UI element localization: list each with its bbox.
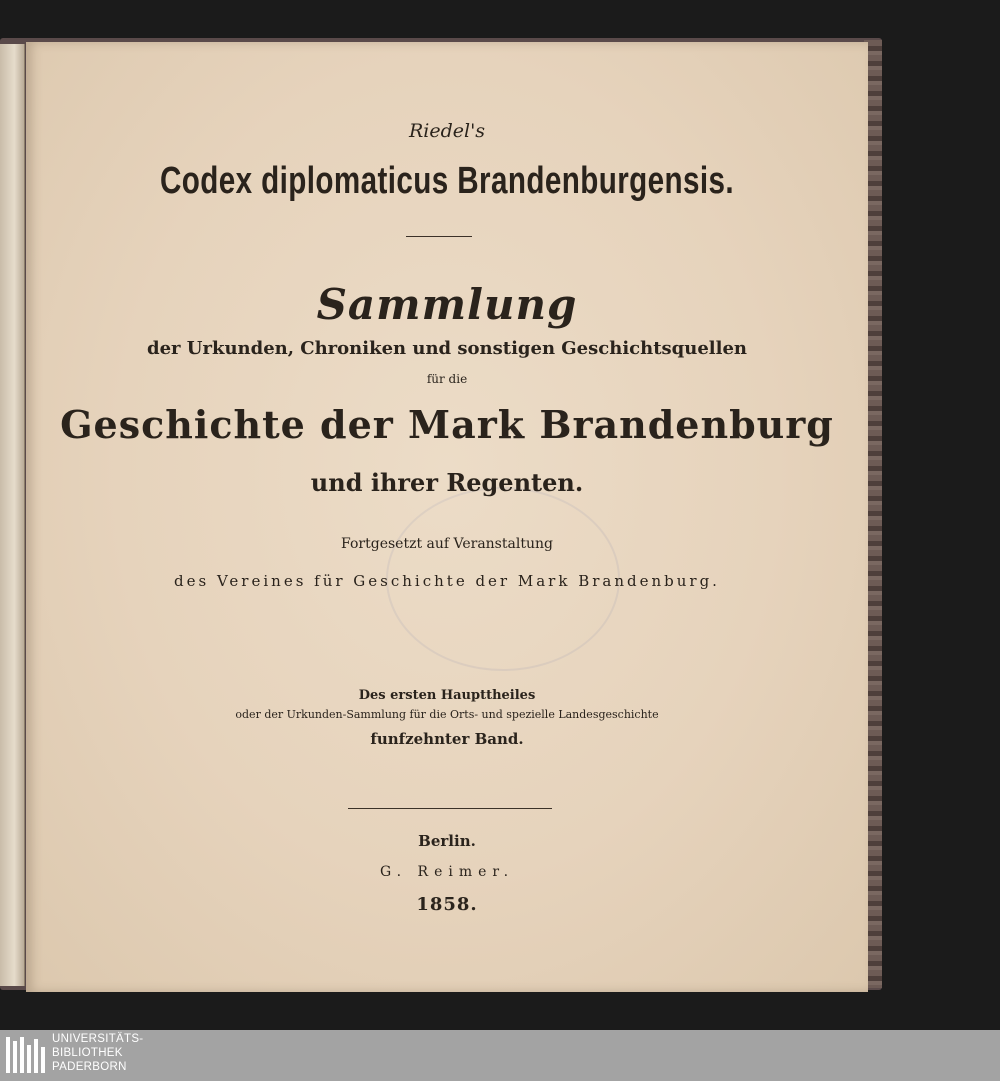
sammlung-heading: Sammlung (316, 280, 578, 329)
library-name-line1: UNIVERSITÄTS- (52, 1033, 144, 1045)
library-name-line2: BIBLIOTHEK (52, 1047, 123, 1059)
codex-title: Codex diplomaticus Brandenburgensis. (159, 160, 735, 202)
volume-line: funfzehnter Band. (370, 730, 524, 748)
main-title-cont: und ihrer Regenten. (310, 468, 584, 497)
author-line: Riedel's (408, 120, 486, 142)
place-line: Berlin. (418, 832, 476, 850)
title-page (26, 42, 868, 992)
library-name-line3: PADERBORN (52, 1061, 127, 1073)
footer-bar (0, 1030, 1000, 1081)
continued-line: Fortgesetzt auf Veranstaltung (341, 536, 553, 552)
library-name (52, 1032, 143, 1074)
society-line: des Vereines für Geschichte der Mark Brandenburg. (174, 572, 720, 590)
university-library-logo-icon (4, 1033, 48, 1077)
part-line: Des ersten Haupttheiles (358, 688, 536, 703)
year-line: 1858. (416, 894, 478, 915)
left-page-edge (0, 44, 25, 986)
divider-long (348, 808, 552, 809)
part-description: oder der Urkunden-Sammlung für die Orts- und spezielle Landesgeschichte (235, 708, 659, 721)
fuer-die-line: für die (426, 372, 468, 386)
subtitle-line: der Urkunden, Chroniken und sonstigen Geschichtsquellen (147, 338, 747, 359)
divider-short (406, 236, 472, 237)
main-title: Geschichte der Mark Brandenburg (60, 402, 834, 447)
publisher-line: G. Reimer. (379, 864, 515, 880)
